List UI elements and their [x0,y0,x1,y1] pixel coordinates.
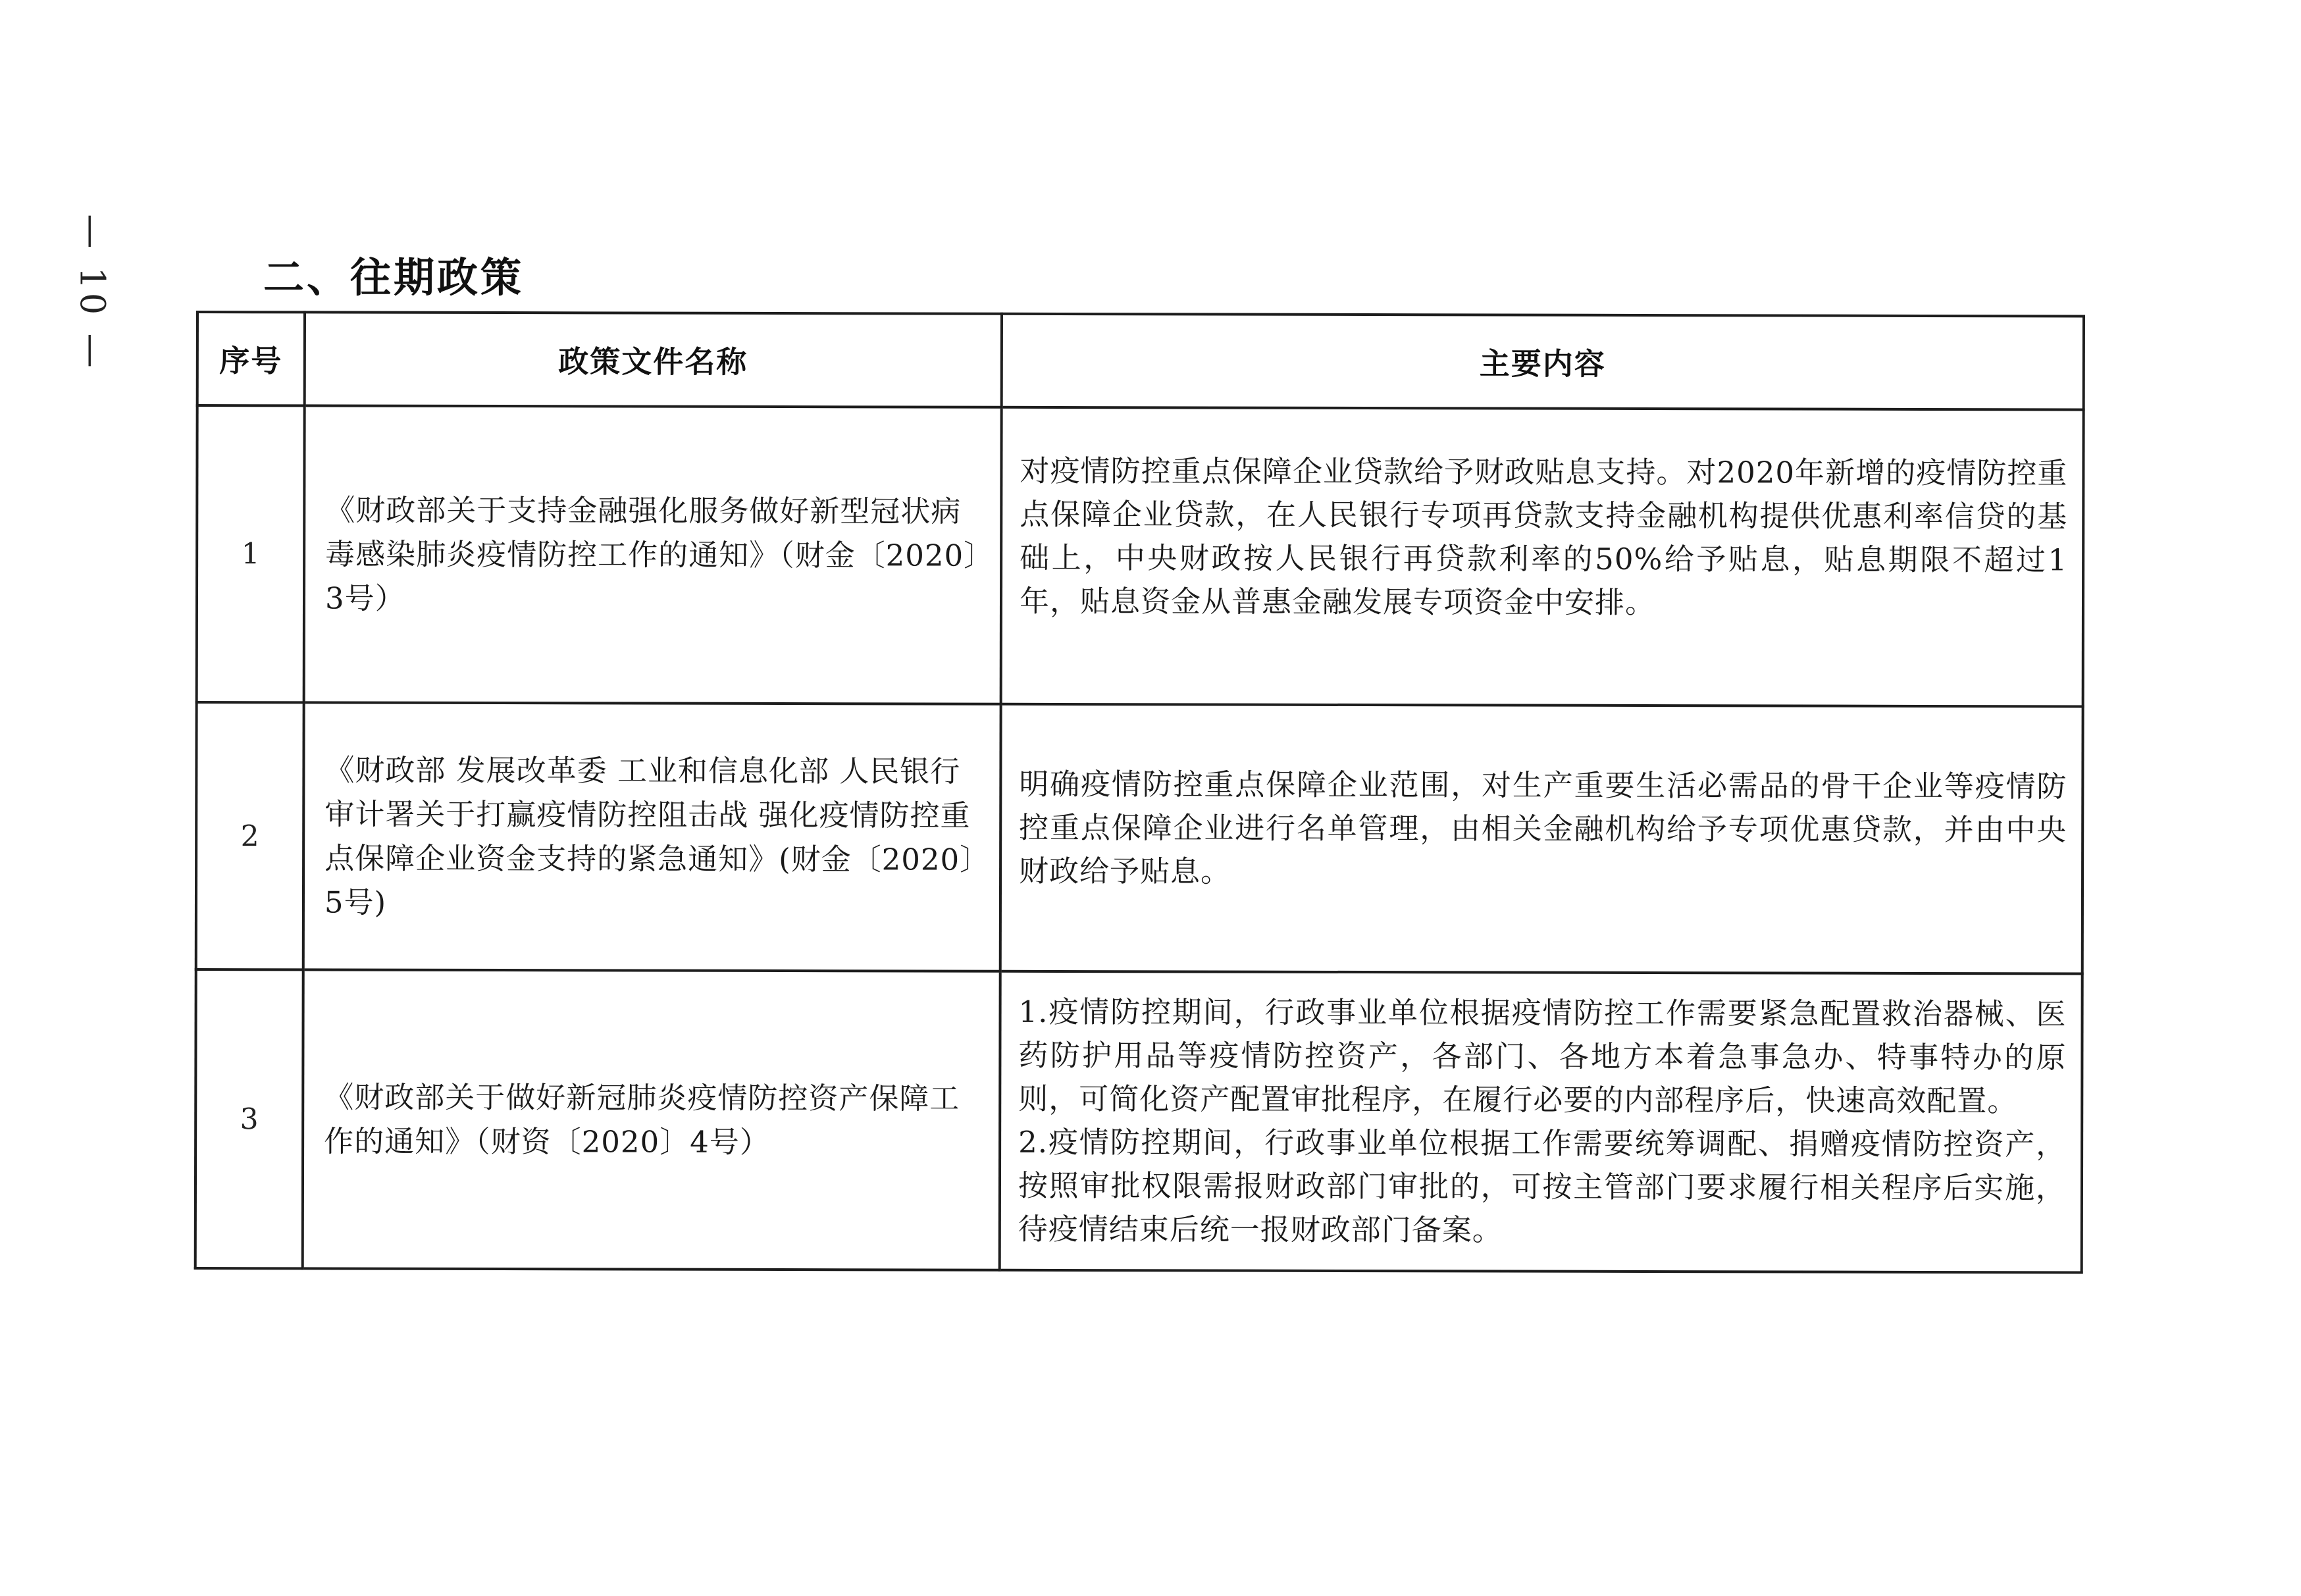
page-number-text: — 10 — [72,214,113,372]
table-header-row [197,312,2084,410]
policy-content [1000,971,2082,1273]
table-row [196,702,2083,974]
table-row [195,969,2082,1273]
row-index: 1 [197,405,305,702]
header-policy-name: 政策文件名称 [305,312,1002,407]
policy-name: 《财政部关于做好新冠肺炎疫情防控资产保障工作的通知》（财资〔2020〕4号） [303,969,1000,1270]
header-main-content: 主要内容 [1002,314,2084,410]
header-index: 序号 [197,312,305,405]
content-paragraph: 1.疫情防控期间，行政事业单位根据疫情防控工作需要紧急配置救治器械、医药防护用品等疫情防控资产，各部门、各地方本着急事急办、特事特办的原则，可简化资产配置审批程序，在履行必要的内部程序后，快速高效配置。 [1018,994,2067,1119]
policy-name: 《财政部关于支持金融强化服务做好新型冠状病毒感染肺炎疫情防控工作的通知》（财金〔2020〕3号） [304,405,1002,704]
policy-content [1001,407,2084,707]
table-row [197,405,2084,707]
row-index: 3 [195,969,303,1268]
content-paragraph: 2.疫情防控期间，行政事业单位根据工作需要统筹调配、捐赠疫情防控资产，按照审批权限需报财政部门审批的，可按主管部门要求履行相关程序后实施，待疫情结束后统一报财政部门备案。 [1018,1124,2067,1248]
policy-table [194,311,2085,1274]
policy-name: 《财政部 发展改革委 工业和信息化部 人民银行 审计署关于打赢疫情防控阻击战 强化疫情防控重点保障企业资金支持的紧急通知》(财金〔2020〕5号) [303,702,1001,971]
content-paragraph: 明确疫情防控重点保障企业范围，对生产重要生活必需品的骨干企业等疫情防控重点保障企业进行名单管理，由相关金融机构给予专项优惠贷款，并由中央财政给予贴息。 [1019,766,2067,889]
content-paragraph: 对疫情防控重点保障企业贷款给予财政贴息支持。对2020年新增的疫情防控重点保障企业贷款，在人民银行专项再贷款支持金融机构提供优惠利率信贷的基础上，中央财政按人民银行再贷款利率的50%给予贴息，贴息期限不超过1年，贴息资金从普惠金融发展专项资金中安排。 [1019,453,2068,620]
policy-content [1000,704,2083,974]
section-title: 二、往期政策 [263,253,525,301]
row-index: 2 [196,702,304,969]
page-number [63,211,122,375]
